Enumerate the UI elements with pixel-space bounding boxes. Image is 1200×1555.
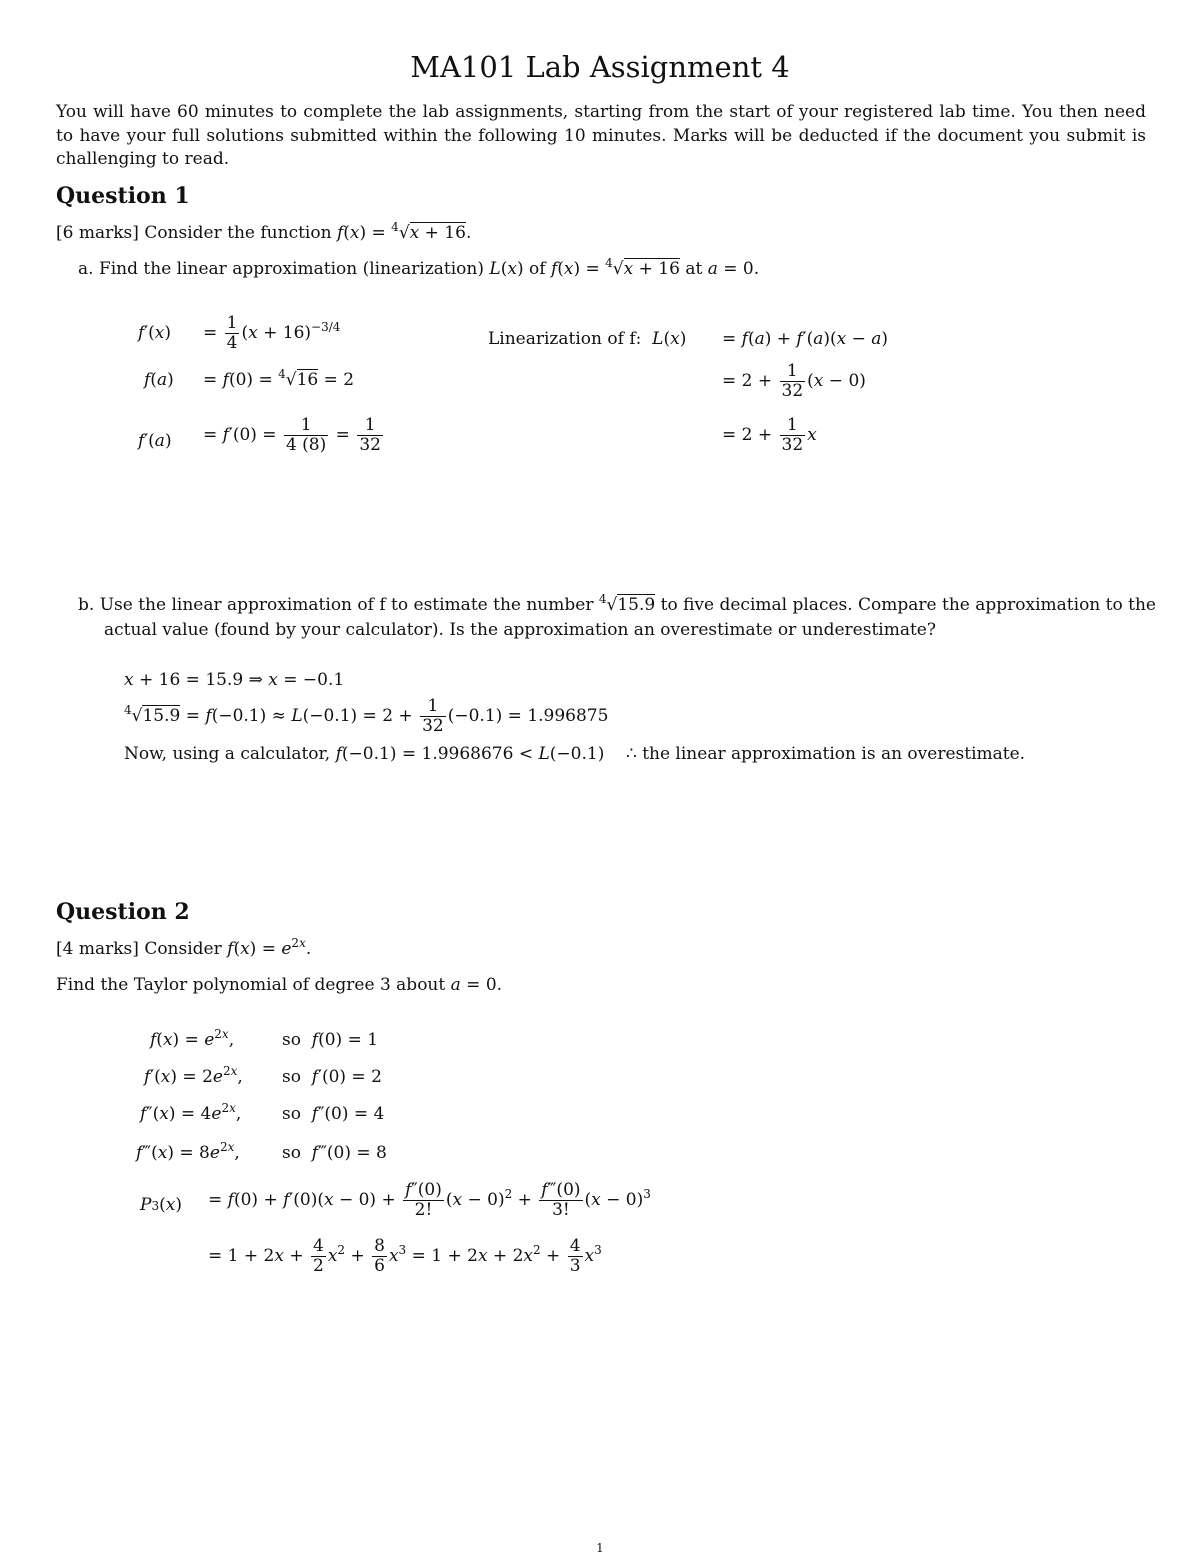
q2-f1: $f'(x) = 2e^{2x}$, — [144, 1064, 243, 1087]
question-1-heading: Question 1 — [56, 183, 190, 209]
q2-f0-value: so f(0) = 1 — [282, 1030, 379, 1050]
q1-prompt-text: Consider the function — [144, 223, 332, 243]
instructions-paragraph: You will have 60 minutes to complete the lab assignments, starting from the start of your registered lab time. You then need to have your full solutions submitted within the following 10 minutes. Marks will be deducted if the document you submit is challenging to read. — [56, 102, 1146, 169]
q2-f3: f‴(x) = $8e^{2x}$, — [136, 1140, 240, 1163]
q1a-text: Find the linear approximation (linearization) — [98, 259, 485, 279]
q1b-prompt-line1: b. Use the linear approximation of f to estimate the number $^4$√15.9 to five decimal places. Compare the approximation to the — [78, 592, 1156, 615]
q2-prompt: [4 marks] Consider $f(x) = e^{2x}$. — [56, 936, 312, 959]
so-text: so — [282, 1067, 301, 1087]
q1a-fa-label: f(a) — [144, 370, 174, 390]
q1b-conclusion: the linear approximation is an overestimate. — [642, 744, 1026, 764]
q1-prompt — [56, 220, 472, 243]
q2-f2: $f''(x) = 4e^{2x}$, — [140, 1101, 242, 1124]
q1-function-math: f(x) = $^4$√x + 16. — [336, 220, 472, 243]
q1b-text-1: Use the linear approximation of f to estimate the number — [99, 595, 594, 615]
so-text: so — [282, 1143, 301, 1163]
so-text: so — [282, 1030, 301, 1050]
question-2-heading: Question 2 — [56, 899, 190, 925]
q1a-derivative-label: f′(x) — [138, 323, 172, 343]
page-title: MA101 Lab Assignment 4 — [410, 50, 790, 84]
so-text: so — [282, 1104, 301, 1124]
q1a-text-at: at — [685, 259, 703, 279]
q2-f2-value: so f″(0) = 4 — [282, 1104, 385, 1124]
q2-f1-value: so f′(0) = 2 — [282, 1067, 382, 1087]
q2-task: Find the Taylor polynomial of degree 3 about a = 0. — [56, 975, 503, 995]
q1a-fpa-value: = f′(0) = $\frac{1}{4 (8)}$ = $\frac{1}{32}$ — [203, 415, 381, 455]
q1a-linearization-label: Linearization of f: L(x) — [488, 329, 687, 349]
q1a-linearization-line3: = 2 + $\frac{1}{32}$ x — [722, 415, 817, 455]
q2-p3-line2: = 1 + 2x + $\frac{4}{2}$ $x^2$ + $\frac{8}{6}$ $x^3 = 1 + 2x + 2x^2$ + $\frac{4}{3}$ $x^3$ — [208, 1236, 602, 1276]
page-number: 1 — [596, 1541, 604, 1555]
q2-task-text: Find the Taylor polynomial of degree 3 about — [56, 975, 446, 995]
q2-prompt-text: Consider — [144, 939, 222, 959]
q1b-step1: x + 16 = 15.9 ⇒ x = −0.1 — [124, 670, 345, 690]
q1a-linearization-line1: = f(a) + f′(a)(x − a) — [722, 329, 889, 349]
q1a-label: a. — [78, 259, 94, 279]
q1b-label: b. — [78, 595, 95, 615]
q1a-prompt: a. Find the linear approximation (linearization) L(x) of f(x) = $^4$√x + 16 at a = 0. — [78, 256, 760, 279]
q1b-text-2: to five decimal places. Compare the approximation to the — [660, 595, 1156, 615]
q1-marks: [6 marks] — [56, 223, 139, 243]
q1b-step2: $^4$√15.9 = f(−0.1) ≈ L(−0.1) = 2 + $\frac{1}{32}$ (−0.1) = 1.996875 — [124, 696, 609, 736]
q1a-text-of: of — [529, 259, 546, 279]
q1b-prompt-line2: actual value (found by your calculator). Is the approximation an overestimate or underestimate? — [104, 620, 936, 640]
q2-f0: $f(x) = e^{2x}$, — [150, 1027, 235, 1050]
q1b-step3: Now, using a calculator, f(−0.1) = 1.9968676 < L(−0.1) ∴ the linear approximation is an overestimate. — [124, 744, 1026, 764]
q1b-now-text: Now, using a calculator, — [124, 744, 331, 764]
q1a-derivative-value: = $\frac{1}{4}$ $(x + 16)^{-3/4}$ — [203, 313, 341, 353]
q1a-linearization-line2: = 2 + $\frac{1}{32}$ (x − 0) — [722, 361, 866, 401]
q2-f3-value: so f‴(0) = 8 — [282, 1143, 387, 1163]
q1a-fa-value: = f(0) = $^4$√16 = 2 — [203, 367, 355, 390]
q2-marks: [4 marks] — [56, 939, 139, 959]
q1a-fpa-label: f′(a) — [138, 431, 172, 451]
q2-p3-line1: = f(0) + f′(0)(x − 0) + $\frac{f''(0)}{2!}$ $(x - 0)^2$ + $\frac{f‴(0)}{3!}$ $(x - 0)^3$ — [208, 1180, 651, 1220]
q2-p3-label: P3(x) — [140, 1195, 182, 1215]
linearization-text: Linearization of f: — [488, 329, 642, 349]
